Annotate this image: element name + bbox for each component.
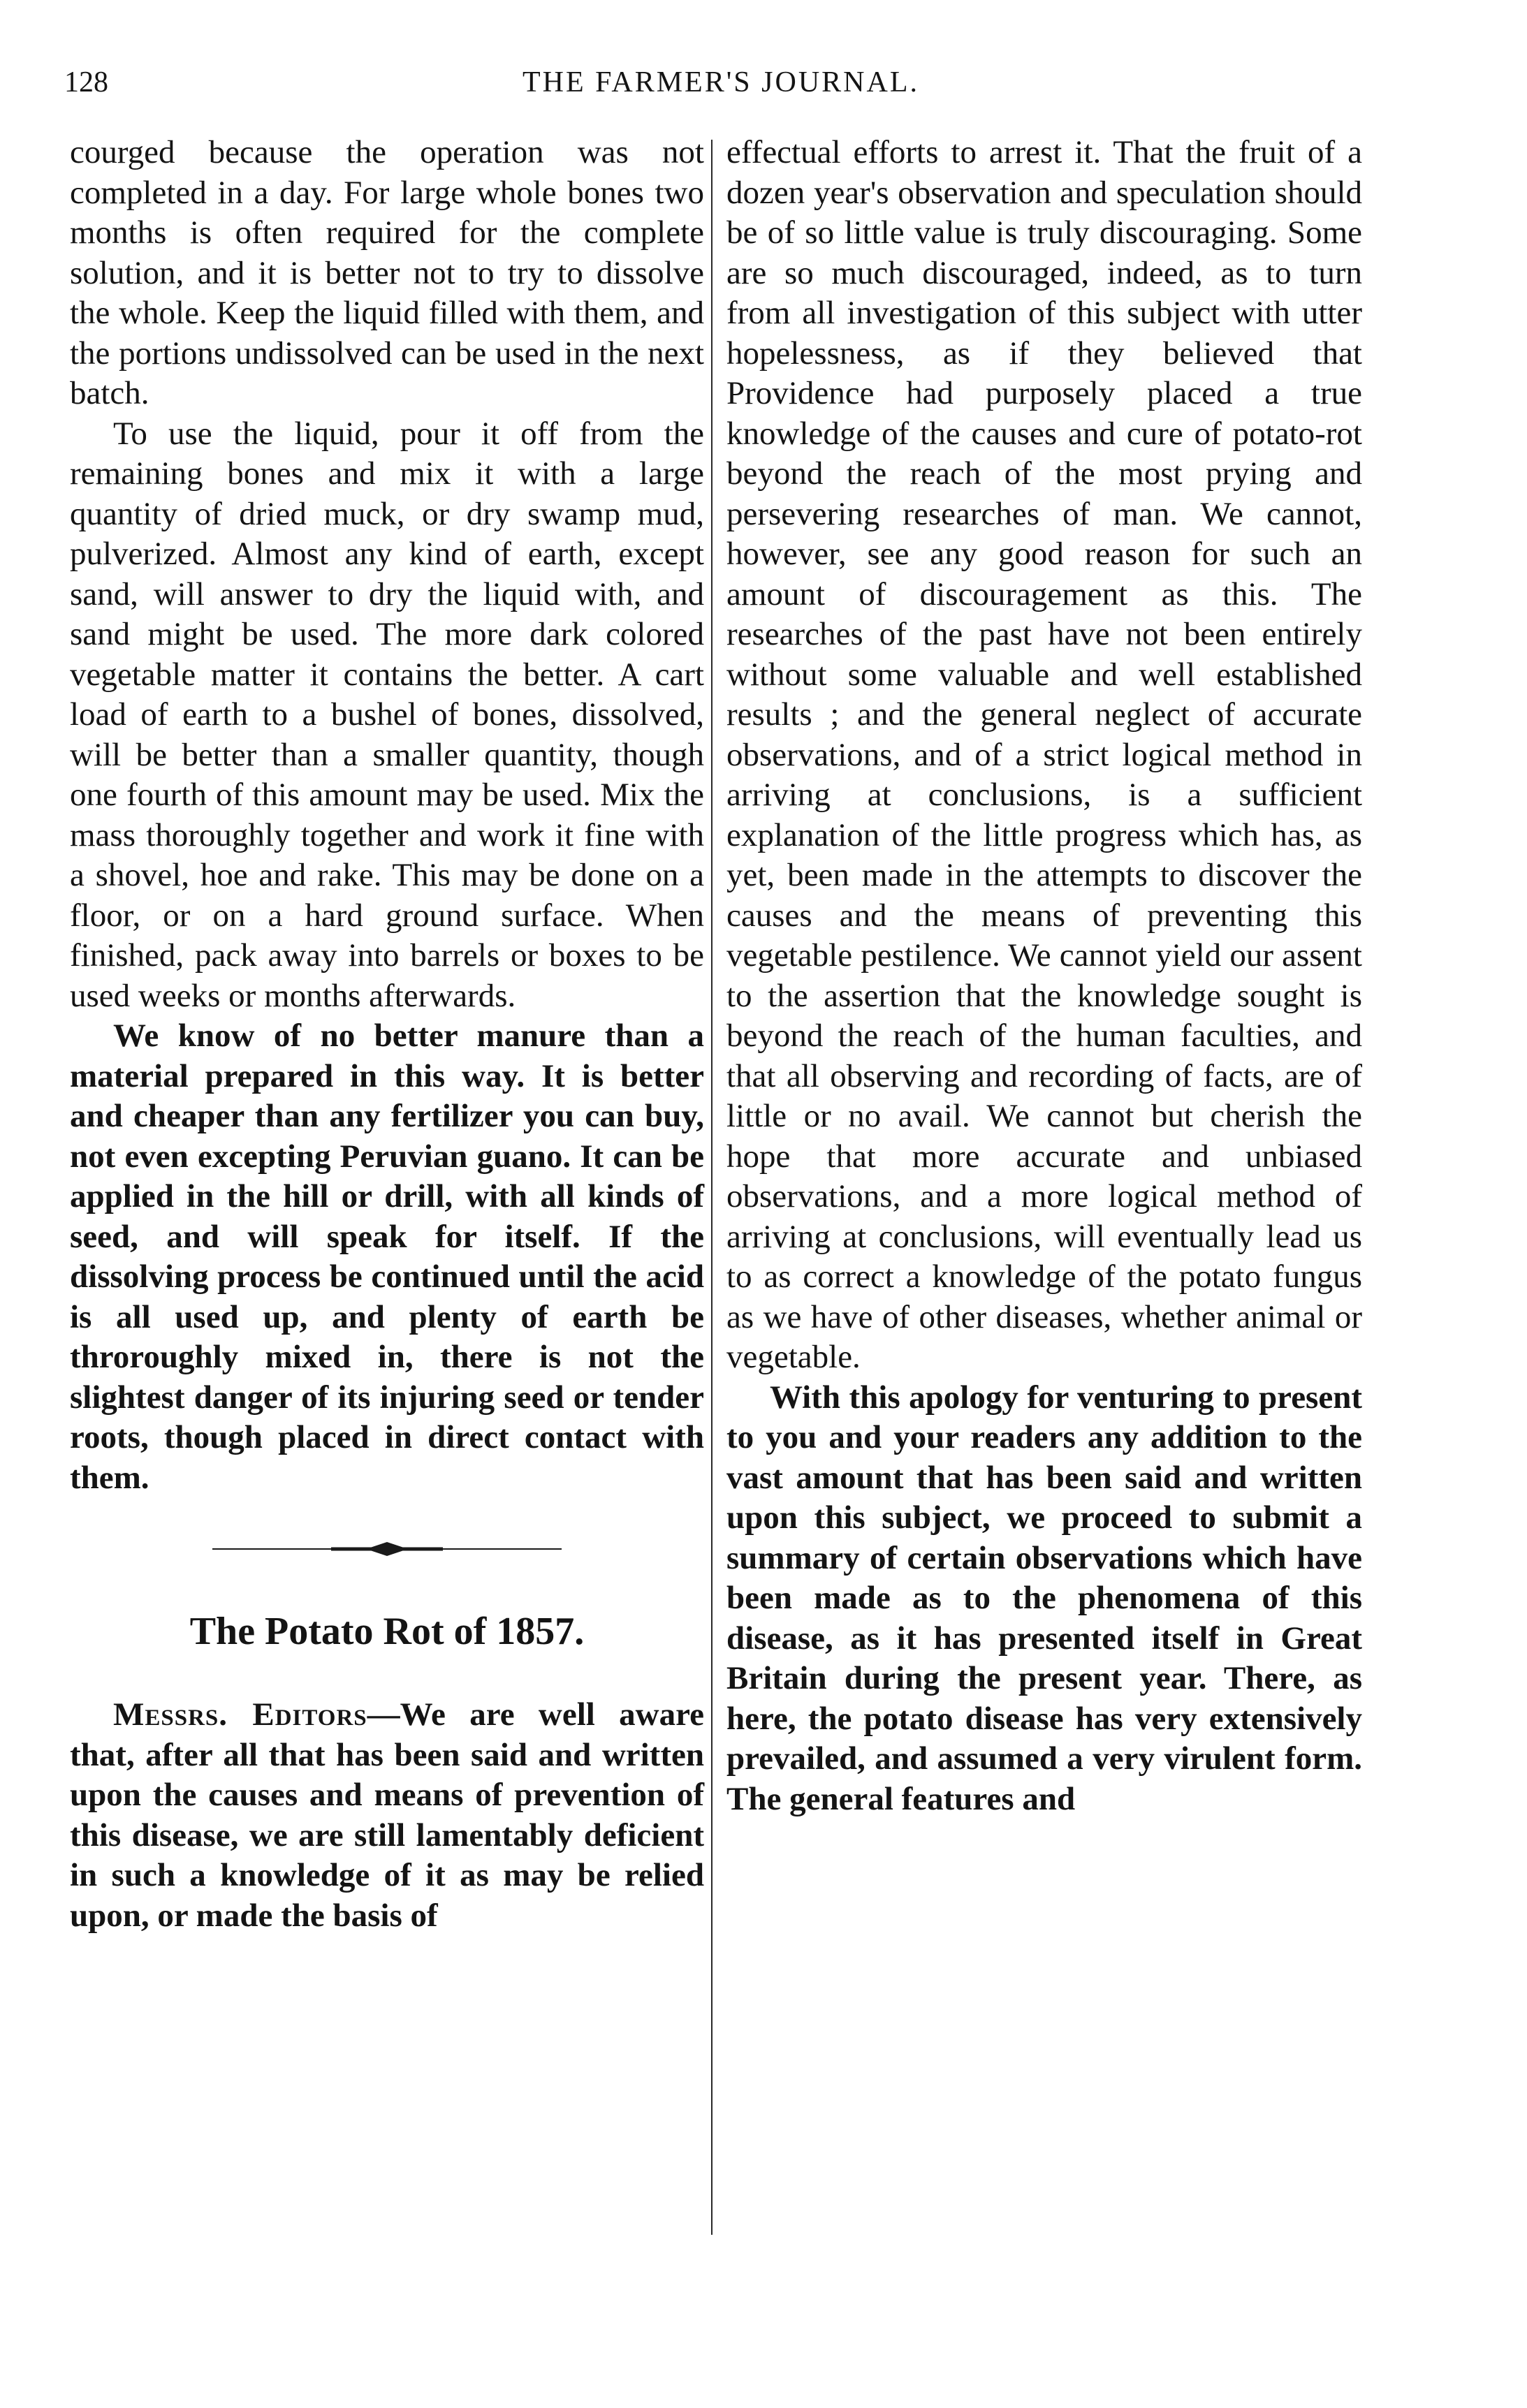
- section-ornament: [212, 1540, 562, 1558]
- paragraph-apology: With this apology for venturing to present to you and your readers any addition to the vast amount that has been said and written upon this subject, we proceed to submit a summary of certain observations which have been made as to the phenomena of this disease, as it has presented itself in Great Britain during the present year. There, as here, the potato disease has very extensively prevailed, and assumed a very virulent form. The general features and: [726, 1379, 1362, 1817]
- article-title: The Potato Rot of 1857.: [189, 1610, 585, 1653]
- running-head: [64, 61, 1378, 103]
- letter-opening-paragraph: [70, 1695, 704, 1936]
- paragraph-bone-dissolving: courged because the operation was not completed in a day. For large whole bones two months is often required for the complete solution, and it is better not to try to dissolve the whole. Keep the liquid filled with them, and the portions undissolved can be used in the next batch.: [70, 134, 704, 411]
- paragraph-effectual-efforts: effectual efforts to arrest it. That the fruit of a dozen year's observation and speculation should be of so little value is truly discouraging. Some are so much discouraged, indeed, as to turn from all investigation of this subject with utter hopelessness, as if they believed that Providence had purposely placed a true knowledge of the causes and cure of potato-rot beyond the reach of the most prying and persevering researches of man. We cannot, however, see any good reason for such an amount of discouragement as this. The researches of the past have not been entirely without some valuable and well established results ; and the general neglect of accurate observations, and of a strict logical method in arriving at conclusions, is a sufficient explanation of the little progress which has, as yet, been made in the attempts to discover the causes and the means of preventing this vegetable pestilence. We cannot yield our assent to the assertion that the knowledge sought is beyond the reach of the human faculties, and that all observing and recording of facts, are of little or no avail. We cannot but cherish the hope that more accurate and unbiased observations, and a more logical method of arriving at conclusions, will eventually lead us to as correct a knowledge of the potato fungus as we have of other diseases, whether animal or vegetable.: [726, 134, 1362, 1375]
- page-number: 128: [64, 66, 108, 98]
- column-divider: [711, 140, 713, 2235]
- journal-title: THE FARMER'S JOURNAL.: [522, 66, 919, 98]
- left-column: [70, 133, 704, 1936]
- paragraph-manure-value: We know of no better manure than a material prepared in this way. It is better and cheaper than any fertilizer you can buy, not even excepting Peruvian guano. It can be applied in the hill or drill, with all kinds of seed, and will speak for itself. If the dissolving process be continued until the acid is all used up, and plenty of earth be throroughly mixed in, there is not the slightest danger of its injuring seed or tender roots, though placed in direct contact with them.: [70, 1018, 704, 1496]
- paragraph-using-liquid: To use the liquid, pour it off from the remaining bones and mix it with a large quantity of dried muck, or dry swamp mud, pulverized. Almost any kind of earth, except sand, will answer to dry the liquid with, and sand might be used. The more dark colored vegetable matter it contains the better. A cart load of earth to a bushel of bones, dissolved, will be better than a smaller quantity, though one fourth of this amount may be used. Mix the mass thoroughly together and work it fine with a shovel, hoe and rake. This may be done on a floor, or on a hard ground surface. When finished, pack away into barrels or boxes to be used weeks or months afterwards.: [70, 415, 704, 1014]
- letter-opening-text: —We are well aware that, after all that has been said and written upon the causes and means of prevention of this disease, we are still lamentably deficient in such a knowledge of it as may be relied upon, or made the basis of: [70, 1696, 704, 1934]
- salutation: Messrs. Editors: [113, 1696, 367, 1733]
- right-column: [726, 133, 1362, 1819]
